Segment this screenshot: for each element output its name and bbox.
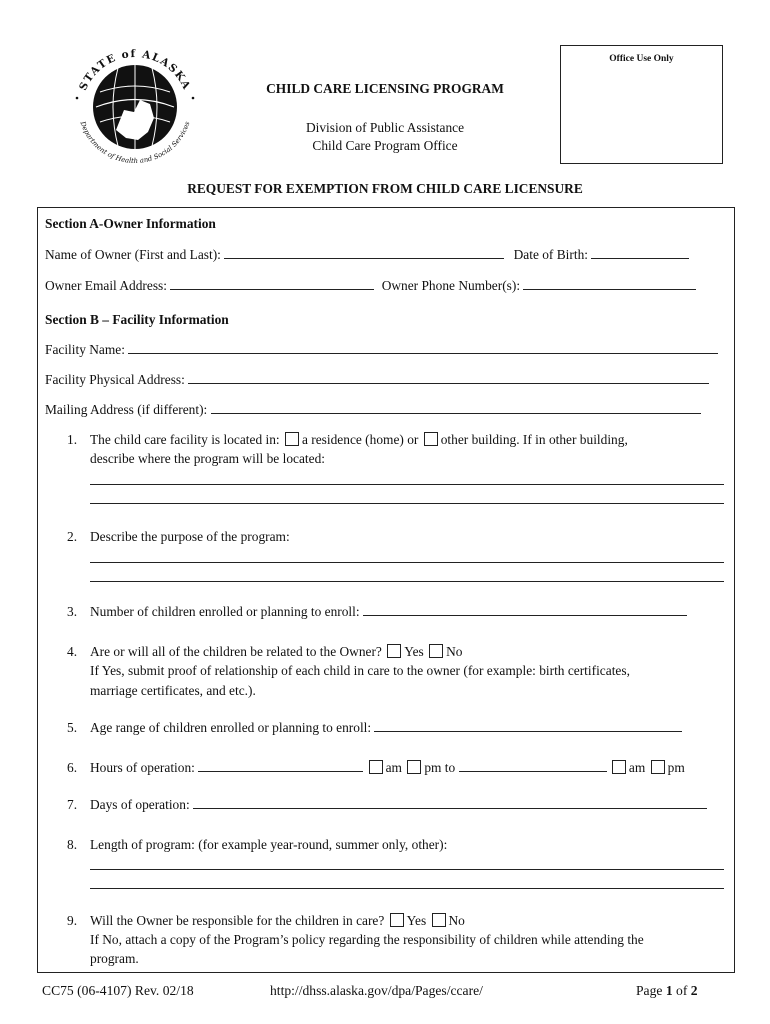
q4-yes-label: Yes [404,644,424,659]
q6-end-am-label: am [628,760,646,775]
owner-name-label: Name of Owner (First and Last): [45,247,221,262]
q7-row [90,797,707,813]
q3-text: Number of children enrolled or planning to enroll: [90,604,360,619]
physical-address-row [45,372,709,388]
q9-text: Will the Owner be responsible for the children in care? [90,913,385,928]
q6-pm-to-label: pm to [424,760,456,775]
q2-answer-line-1[interactable] [90,562,724,563]
dob-field[interactable] [591,247,689,259]
email-field[interactable] [170,278,374,290]
q1-prefix: The child care facility is located in: [90,432,280,447]
q1-answer-line-1[interactable] [90,484,724,485]
q1-other-building-label: other building. If in other building, [440,432,628,447]
division-name: Division of Public Assistance [305,120,465,135]
q6-start-am-label: am [385,760,402,775]
owner-name-field[interactable] [224,247,504,259]
page-number: 1 [665,983,673,998]
facility-name-row [45,342,718,358]
mailing-address-label: Mailing Address (if different): [45,402,208,417]
q4-number: 4. [67,644,78,659]
q8-answer-line-1[interactable] [90,869,724,870]
q1-line2: describe where the program will be located: [90,451,325,466]
form-id: CC75 (06-4107) Rev. 02/18 [42,983,194,998]
program-title: CHILD CARE LICENSING PROGRAM [266,81,504,96]
q6-end-pm-checkbox[interactable] [651,760,665,774]
q9-row [90,913,465,929]
svg-text:Department of Health and Socia: Department of Health and Social Services [78,120,192,166]
office-use-label: Office Use Only [609,54,674,64]
q9-yes-label: Yes [406,913,427,928]
q1-line1 [90,432,628,448]
q6-text: Hours of operation: [90,760,195,775]
q9-yes-checkbox[interactable] [390,913,404,927]
facility-name-field[interactable] [128,342,718,354]
office-name: Child Care Program Office [312,138,458,153]
q1-answer-line-2[interactable] [90,503,724,504]
q7-text: Days of operation: [90,797,190,812]
q1-residence-label: a residence (home) or [301,432,419,447]
q4-line3: marriage certificates, and etc.). [90,683,256,698]
q4-text: Are or will all of the children be related to the Owner? [90,644,382,659]
section-a-heading: Section A-Owner Information [45,216,216,231]
phone-field[interactable] [523,278,696,290]
q7-number: 7. [67,797,78,812]
q1-number: 1. [67,432,78,447]
owner-name-row [45,247,689,263]
q5-answer-field[interactable] [374,720,682,732]
physical-address-field[interactable] [188,372,709,384]
q7-answer-field[interactable] [193,797,707,809]
facility-name-label: Facility Name: [45,342,125,357]
q2-text: Describe the purpose of the program: [90,529,290,544]
owner-contact-row [45,278,696,294]
mailing-address-row [45,402,701,418]
q9-number: 9. [67,913,78,928]
section-b-heading: Section B – Facility Information [45,312,229,327]
q5-number: 5. [67,720,78,735]
q8-number: 8. [67,837,78,852]
q4-no-checkbox[interactable] [429,644,443,658]
q6-end-time-field[interactable] [459,760,607,772]
q2-number: 2. [67,529,78,544]
q6-number: 6. [67,760,78,775]
page-total: 2 [690,983,698,998]
office-use-box [560,45,723,164]
footer-url[interactable]: http://dhss.alaska.gov/dpa/Pages/ccare/ [270,983,483,998]
q9-no-checkbox[interactable] [432,913,446,927]
q8-answer-line-2[interactable] [90,888,724,889]
q3-number: 3. [67,604,78,619]
q9-no-label: No [448,913,465,928]
q6-start-am-checkbox[interactable] [369,760,383,774]
mailing-address-field[interactable] [211,402,701,414]
q5-row [90,720,682,736]
page-of: of [676,983,688,998]
form-title: REQUEST FOR EXEMPTION FROM CHILD CARE LICENSURE [187,181,583,196]
svg-text:STATE of ALASKA: STATE of ALASKA [77,47,193,93]
q1-residence-checkbox[interactable] [285,432,299,446]
q5-text: Age range of children enrolled or planning to enroll: [90,720,372,735]
q8-text: Length of program: (for example year-round, summer only, other): [90,837,448,852]
dob-label: Date of Birth: [513,247,588,262]
q3-row [90,604,687,620]
page-word: Page [636,983,663,998]
page-indicator [636,983,698,999]
q9-line3: program. [90,951,139,966]
q3-answer-field[interactable] [363,604,687,616]
q2-answer-line-2[interactable] [90,581,724,582]
physical-address-label: Facility Physical Address: [45,372,185,387]
q6-end-pm-label: pm [667,760,685,775]
q4-line2: If Yes, submit proof of relationship of each child in care to the owner (for example: birth certificates, [90,663,630,678]
phone-label: Owner Phone Number(s): [381,278,521,293]
q4-yes-checkbox[interactable] [387,644,401,658]
q4-row [90,644,462,660]
q6-end-am-checkbox[interactable] [612,760,626,774]
q6-start-time-field[interactable] [198,760,363,772]
q6-row [90,760,685,776]
email-label: Owner Email Address: [45,278,167,293]
q6-start-pm-checkbox[interactable] [407,760,421,774]
q4-no-label: No [446,644,463,659]
q9-line2: If No, attach a copy of the Program’s policy regarding the responsibility of children while attending the [90,932,644,947]
state-seal [68,40,202,174]
q1-other-building-checkbox[interactable] [424,432,438,446]
